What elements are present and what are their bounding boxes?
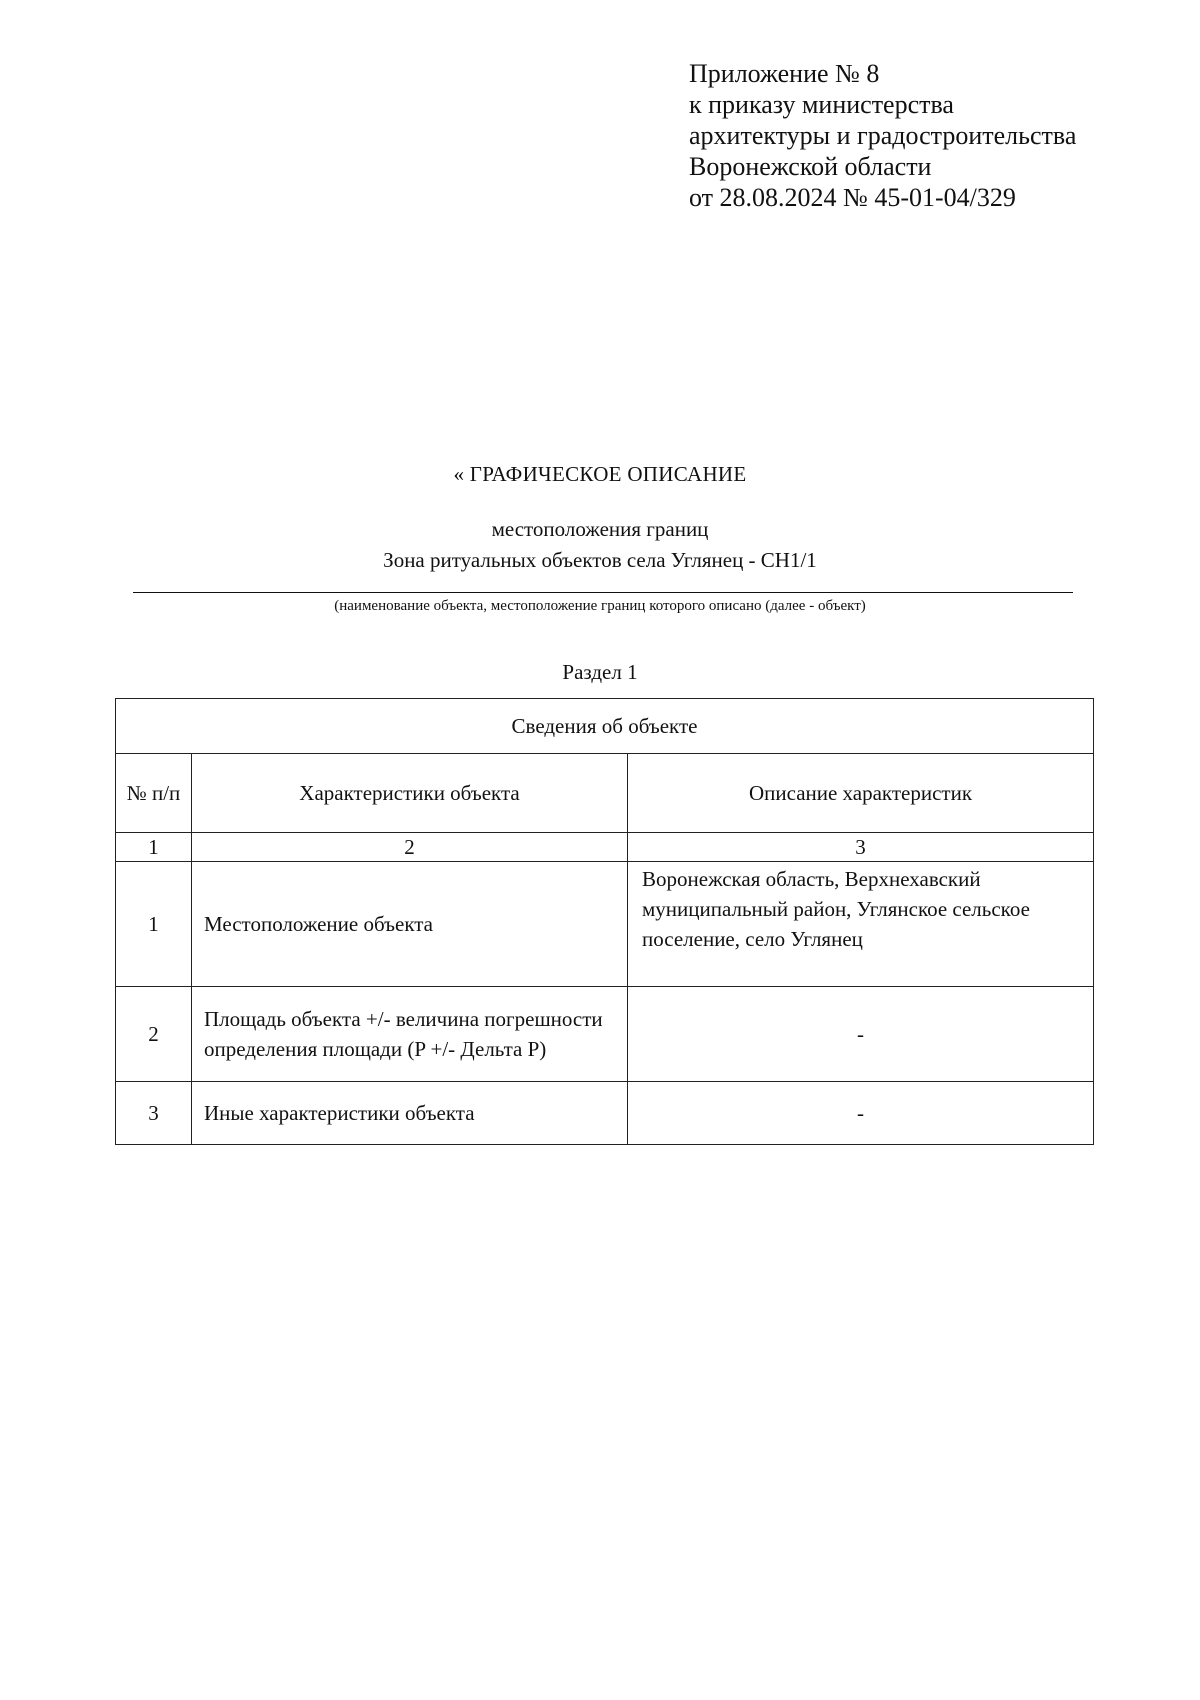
row-num: 3 [116, 1082, 192, 1145]
row-description: - [628, 1082, 1094, 1145]
appendix-block [689, 58, 1076, 213]
row-characteristic: Площадь объекта +/- величина погрешности определения площади (P +/- Дельта P) [192, 987, 628, 1082]
table-row [116, 987, 1094, 1082]
column-number-1: 1 [116, 833, 192, 862]
row-description: - [628, 987, 1094, 1082]
table-caption: Сведения об объекте [116, 699, 1094, 754]
header-num: № п/п [116, 754, 192, 833]
table-row [116, 862, 1094, 987]
appendix-line-order: к приказу министерства [689, 90, 954, 119]
header-characteristic: Характеристики объекта [192, 754, 628, 833]
row-description: Воронежская область, Верхнехавский муниципальный район, Углянское сельское поселение, село Углянец [628, 862, 1094, 987]
underline-rule [133, 592, 1073, 593]
section-label: Раздел 1 [562, 660, 638, 684]
appendix-line-number: Приложение № 8 [689, 59, 880, 88]
row-num: 1 [116, 862, 192, 987]
appendix-line-ministry: архитектуры и градостроительства [689, 121, 1077, 150]
row-characteristic: Иные характеристики объекта [192, 1082, 628, 1145]
object-info-table [115, 698, 1094, 1145]
row-characteristic: Местоположение объекта [192, 862, 628, 987]
appendix-line-date: от 28.08.2024 № 45-01-04/329 [689, 183, 1016, 212]
object-name: Зона ритуальных объектов села Углянец - СН1/1 [383, 548, 817, 572]
row-num: 2 [116, 987, 192, 1082]
column-number-3: 3 [628, 833, 1094, 862]
document-subtitle-1: местоположения границ [491, 517, 709, 541]
document-title: « ГРАФИЧЕСКОЕ ОПИСАНИЕ [453, 462, 747, 486]
appendix-line-region: Воронежской области [689, 152, 932, 181]
column-number-2: 2 [192, 833, 628, 862]
rule-caption: (наименование объекта, местоположение границ которого описано (далее - объект) [334, 598, 866, 614]
header-description: Описание характеристик [628, 754, 1094, 833]
table-row [116, 1082, 1094, 1145]
